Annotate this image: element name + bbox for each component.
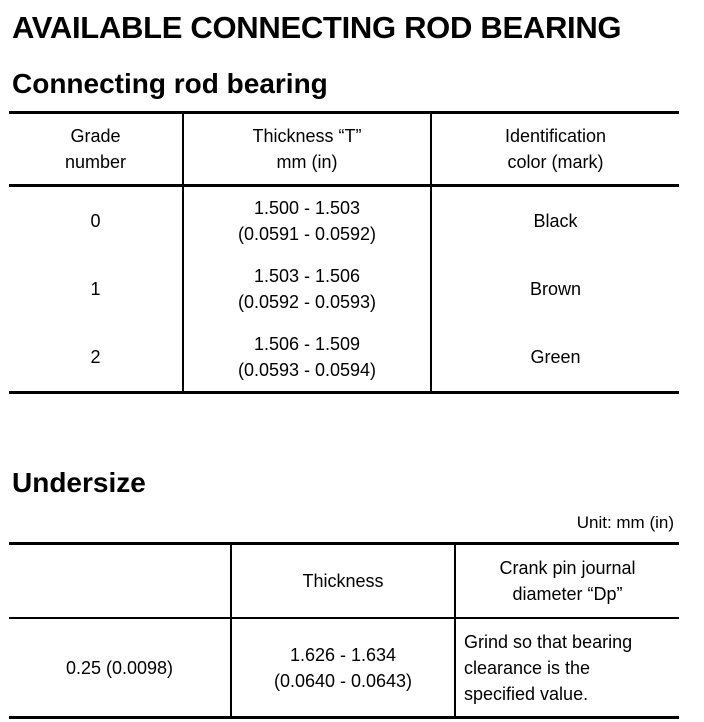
thickness-mm: 1.506 - 1.509 (253, 334, 361, 354)
header-line: Thickness “T” (252, 126, 362, 146)
connecting-rod-bearing-table (9, 111, 679, 394)
color-cell: Brown (529, 279, 582, 299)
thickness-in: (0.0591 - 0.0592) (237, 224, 377, 244)
header-line: number (64, 152, 127, 172)
thickness-cell (231, 618, 455, 718)
table-header-row (9, 113, 679, 186)
bearing-section-title: Connecting rod bearing (12, 68, 328, 99)
thickness-mm: 1.500 - 1.503 (253, 198, 361, 218)
page-title: AVAILABLE CONNECTING ROD BEARING (12, 10, 622, 45)
undersize-section-title: Undersize (12, 467, 146, 498)
thickness-mm: 1.626 - 1.634 (289, 644, 397, 665)
grade-cell: 2 (9, 323, 183, 393)
thickness-in: (0.0593 - 0.0594) (237, 360, 377, 380)
table-header-row (9, 544, 679, 619)
grade-cell: 0 (9, 186, 183, 256)
thickness-cell (183, 323, 431, 393)
header-line: color (mark) (507, 152, 604, 172)
undersize-cell: 0.25 (0.0098) (9, 618, 231, 718)
header-line: Thickness (302, 571, 384, 591)
thickness-in: (0.0592 - 0.0593) (237, 292, 377, 312)
unit-note: Unit: mm (in) (576, 513, 674, 532)
crank-pin-diameter-header (455, 544, 679, 619)
thickness-header (231, 544, 455, 619)
header-line: Crank pin journal (499, 558, 636, 578)
color-cell: Green (530, 347, 581, 367)
thickness-cell (183, 186, 431, 256)
table-row (9, 255, 679, 323)
table-row (9, 323, 679, 393)
thickness-mm: 1.503 - 1.506 (253, 266, 361, 286)
table-row (9, 186, 679, 256)
header-line: Grade (70, 126, 121, 146)
size-header (9, 544, 231, 619)
thickness-in: (0.0640 - 0.0643) (273, 670, 413, 691)
diameter-note-cell (455, 618, 679, 718)
header-line: diameter “Dp” (512, 584, 623, 604)
note-line: Grind so that bearing (464, 631, 633, 652)
undersize-table (9, 542, 679, 719)
table-row (9, 618, 679, 718)
identification-color-header (431, 113, 679, 186)
thickness-header (183, 113, 431, 186)
header-line: Identification (504, 126, 607, 146)
grade-number-header (9, 113, 183, 186)
header-line: mm (in) (276, 152, 338, 172)
note-line: specified value. (464, 683, 589, 704)
grade-cell: 1 (9, 255, 183, 323)
note-line: clearance is the (464, 657, 591, 678)
thickness-cell (183, 255, 431, 323)
color-cell: Black (533, 211, 578, 231)
